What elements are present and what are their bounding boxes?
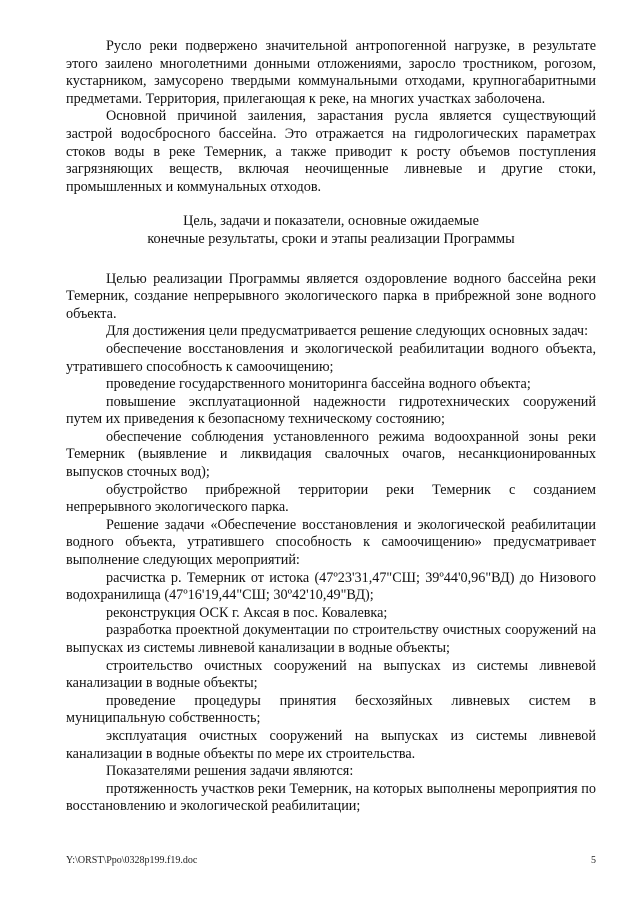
list-item-measure: строительство очистных сооружений на выпусках из системы ливневой канализации в водные объекты; xyxy=(66,657,596,692)
list-item-indicator: протяженность участков реки Темерник, на которых выполнены мероприятия по восстановлению и экологической реабилитации; xyxy=(66,780,596,815)
page-body xyxy=(66,38,596,816)
list-item-task: проведение государственного мониторинга бассейна водного объекта; xyxy=(106,376,531,393)
paragraph-indicators-intro: Показателями решения задачи являются: xyxy=(106,763,354,780)
paragraph-goal: Целью реализации Программы является оздоровление водного бассейна реки Темерник, создание непрерывного экологического парка в прибрежной зоне водного объекта. xyxy=(66,270,596,322)
list-item-measure: эксплуатация очистных сооружений на выпусках из системы ливневой канализации в водные объекты по мере их строительства. xyxy=(66,727,596,762)
section-heading-line-1: Цель, задачи и показатели, основные ожидаемые xyxy=(183,213,479,230)
list-item-task: обеспечение восстановления и экологической реабилитации водного объекта, утратившего способность к самоочищению; xyxy=(66,340,596,375)
paragraph-intro-2: Основной причиной заиления, зарастания русла является существующий застрой водосбросного бассейна. Это отражается на гидрологических параметрах стоков воды в реке Темерник, а также приводит к росту объемов поступления загрязняющих веществ, включая неочищенные ливневые и другие стоки, промышленных и коммунальных отходов. xyxy=(66,108,596,195)
list-item-task: обеспечение соблюдения установленного режима водоохранной зоны реки Темерник (выявление и ликвидация свалочных очагов, несанкционированных выпусков сточных вод); xyxy=(66,428,596,481)
list-item-measure: расчистка р. Темерник от истока (47º23'31,47"СШ; 39º44'0,96"ВД) до Низового водохранилища (47º16'19,44"СШ; 30º42'10,49"ВД); xyxy=(66,569,596,604)
list-item-measure: реконструкция ОСК г. Аксая в пос. Ковалевка; xyxy=(106,604,388,621)
footer-file-path: Y:\ORST\Ppo\0328p199.f19.doc xyxy=(66,855,198,866)
list-item-measure: разработка проектной документации по строительству очистных сооружений на выпусках из системы ливневой канализации в водные объекты; xyxy=(66,622,596,656)
section-heading-line-2: конечные результаты, сроки и этапы реализации Программы xyxy=(147,230,515,247)
list-item-task: повышение эксплуатационной надежности гидротехнических сооружений путем их приведения к безопасному техническому состоянию; xyxy=(66,393,596,428)
list-item-measure: проведение процедуры принятия бесхозяйных ливневых систем в муниципальную собственность; xyxy=(66,692,596,727)
paragraph-measures-intro: Решение задачи «Обеспечение восстановления и экологической реабилитации водного объекта, утратившего способность к самоочищению» предусматривает выполнение следующих мероприятий: xyxy=(66,516,596,569)
list-item-task: обустройство прибрежной территории реки Темерник с созданием непрерывного экологического парка. xyxy=(66,481,596,516)
paragraph-tasks-intro: Для достижения цели предусматривается решение следующих основных задач: xyxy=(106,323,589,340)
page-number: 5 xyxy=(591,855,596,866)
paragraph-intro-1: Русло реки подвержено значительной антропогенной нагрузке, в результате этого заилено многолетними донными отложениями, заросло тростником, рогозом, кустарником, замусорено твердыми коммунальными отходами, крупногабаритными предметами. Территория, прилегающая к реке, на многих участках заболочена. xyxy=(66,38,596,107)
section-heading xyxy=(66,213,596,248)
